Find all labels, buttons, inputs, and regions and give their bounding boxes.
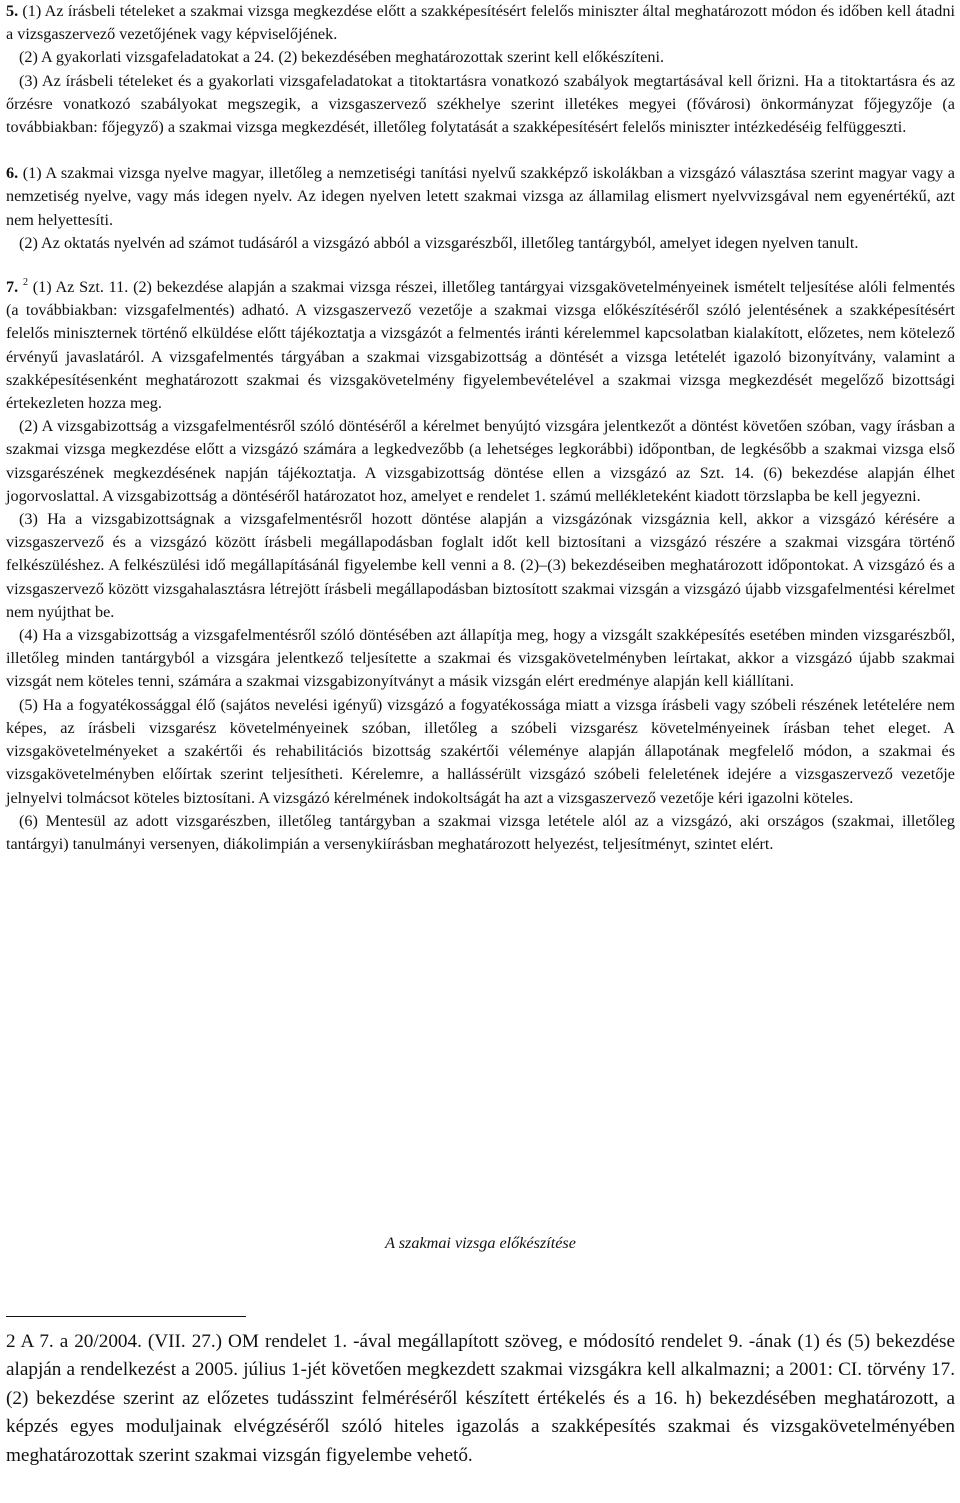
section-6-paragraph-1-text: (1) A szakmai vizsga nyelve magyar, illetőleg a nemzetiségi tanítási nyelvű szakképző iskolákban a vizsgázó választása szerint magyar vagy a nemzetiség nyelve, vagy más idegen nyelv. Az idegen nyelven letett szakmai vizsga az államilag elismert nyelvvizsgával nem egyenértékű, azt nem helyettesíti.	[6, 164, 955, 229]
section-5-number: 5.	[6, 2, 19, 20]
footnote-divider	[6, 1316, 246, 1317]
section-7-paragraph-1-text: (1) Az Szt. 11. (2) bekezdése alapján a szakmai vizsga részei, illetőleg tantárgyai vizsgakövetelményeinek ismételt teljesítése alóli felmentés (a továbbiakban: vizsgafelmentés) adható. A vizsgaszervező vezetője a szakmai vizsga előkészítéséről szóló jelentésének a szakképesítésért felelős miniszternek történő elküldése előtt tájékoztatja a vizsgázót a felmentés iránti kérelemmel kapcsolatban kialakított, előzetes, nem kötelező érvényű javaslatáról. A vizsgafelmentés tárgyában a szakmai vizsgabizottság a döntését a vizsga letételét igazoló bizonyítvány, valamint a szakképesítésenként meghatározott szakmai és vizsgakövetelmény figyelembevételével a szakmai vizsga megkezdését megelőző bizottsági értekezleten hozza meg.	[6, 278, 956, 413]
section-6-paragraph-2: (2) Az oktatás nyelvén ad számot tudásáról a vizsgázó abból a vizsgarészből, illetőleg tantárgyból, amelyet idegen nyelven tanult.	[19, 233, 859, 252]
section-6-number: 6.	[6, 164, 19, 183]
section-7-paragraph-5: (5) Ha a fogyatékossággal élő (sajátos nevelési igényű) vizsgázó a fogyatékossága miatt a vizsga írásbeli vagy szóbeli részének letételére nem képes, az írásbeli vizsgarész követelményeinek szóban, illetőleg a szóbeli vizsgarész követelményeinek írásban tehet eleget. A vizsgakövetelményeket a szakértői és rehabilitációs bizottság szakértői véleménye alapján állapotának megfelelő módon, a szakmai és vizsgakövetelményben előírtak szerint teljesítheti. Kérelemre, a hallássérült vizsgázó szóbeli feleletének idejére a vizsgaszervező vezetője jelnyelvi tolmácsot köteles biztosítani. A vizsgázó kérelmének indokoltságát ha azt a vizsgaszervező vezetője kéri igazolni köteles.	[6, 695, 955, 807]
section-gap	[6, 255, 955, 276]
section-7-paragraph-4: (4) Ha a vizsgabizottság a vizsgafelmentésről szóló döntésében azt állapítja meg, hogy a vizsgált szakképesítés esetében minden vizsgarészből, illetőleg minden tantárgyból a vizsgára jelentkező teljesítette a szakmai és vizsgakövetelményben leírtakat, akkor a vizsgázó újabb szakmai vizsgát nem köteles tenni, számára a szakmai vizsgabizonyítványt a másik vizsgán elért eredménye alapján kell kiállítani.	[6, 626, 955, 691]
section-6	[6, 162, 955, 255]
section-7-paragraph-2: (2) A vizsgabizottság a vizsgafelmentésről szóló döntéséről a kérelmet benyújtó vizsgára jelentkezőt a döntést követően szóban, vagy írásban a szakmai vizsga megkezdése előtt a vizsgázó számára a legkedvezőbb (a lehetséges legkorábbi) időpontban, de legkésőbb a szakmai vizsga első vizsgarészének megkezdésének napján tájékoztatja. A vizsgabizottság döntése ellen a vizsgázó az Szt. 14. (6) bekezdése alapján élhet jogorvoslattal. A vizsgabizottság a döntéséről határozatot hoz, amelyet e rendelet 1. számú mellékleteként kiadott törzslapba be kell jegyezni.	[6, 417, 955, 505]
footnote-reference[interactable]: 2	[22, 276, 28, 288]
section-7	[6, 276, 955, 856]
section-5-paragraph-1	[6, 0, 955, 46]
section-5	[6, 0, 955, 139]
section-6-paragraph-1	[6, 162, 955, 232]
section-5-paragraph-3: (3) Az írásbeli tételeket és a gyakorlati vizsgafeladatokat a titoktartásra vonatkozó szabályok megtartásával kell őrizni. Ha a titoktartásra és az őrzésre vonatkozó szabályokat megszegik, a vizsgaszervező székhelye szerint illetékes megyei (fővárosi) önkormányzat főjegyzője (a továbbiakban: főjegyző) a szakmai vizsga megkezdését, illetőleg folytatását a szakképesítésért felelős miniszter intézkedéséig felfüggeszti.	[6, 71, 955, 137]
section-5-paragraph-2: (2) A gyakorlati vizsgafeladatokat a 24. (2) bekezdésében meghatározottak szerint kell előkészíteni.	[19, 48, 664, 67]
footnote: 2 A 7. a 20/2004. (VII. 27.) OM rendelet 1. -ával megállapított szöveg, e módosító rendelet 9. -ának (1) és (5) bekezdése alapján a rendelkezést a 2005. július 1-jét követően megkezdett szakmai vizsgákra kell alkalmazni; a 2001: CI. törvény 17. (2) bekezdése szerint az előzetes tudásszint felméréséről készített értékelés és a 16. h) bekezdésében meghatározott, a képzés egyes moduljainak elvégzéséről szóló hiteles igazolás a szakképesítés szakmai és vizsgakövetelményében meghatározottak szerint szakmai vizsgán figyelembe vehető.	[6, 1331, 955, 1466]
section-7-paragraph-1	[6, 276, 955, 415]
section-7-paragraph-6: (6) Mentesül az adott vizsgarészben, illetőleg tantárgyban a szakmai vizsga letétele alól az a vizsgázó, aki országos (szakmai, illetőleg tantárgyi) tanulmányi versenyen, diákolimpián a versenykiírásban meghatározott helyezést, teljesítményt, szintet elért.	[6, 811, 955, 853]
document-body	[6, 0, 955, 856]
section-subheading: A szakmai vizsga előkészítése	[385, 1234, 576, 1252]
section-5-paragraph-1-text: (1) Az írásbeli tételeket a szakmai vizsga megkezdése előtt a szakképesítésért felelős miniszter által meghatározott módon és időben kell átadni a vizsgaszervező vezetőjének vagy képviselőjének.	[6, 2, 955, 44]
section-7-paragraph-3: (3) Ha a vizsgabizottságnak a vizsgafelmentésről hozott döntése alapján a vizsgázónak vizsgáznia kell, akkor a vizsgázó kérésére a vizsgaszervező és a vizsgázó között írásbeli megállapodásban foglalt időt kell biztosítani a vizsgázó részére a szakmai vizsgára történő felkészüléshez. A felkészülési idő megállapításánál figyelembe kell venni a 8. (2)–(3) bekezdéseiben meghatározott időpontokat. A vizsgázó és a vizsgaszervező között vizsgahalasztásra létrejött írásbeli megállapodásban biztosított szakmai vizsgán a vizsgázó újabb vizsgafelmentési kérelmet nem nyújthat be.	[6, 510, 955, 621]
section-gap	[6, 139, 955, 162]
section-7-number: 7.	[6, 278, 19, 297]
document-page	[6, 0, 956, 1466]
